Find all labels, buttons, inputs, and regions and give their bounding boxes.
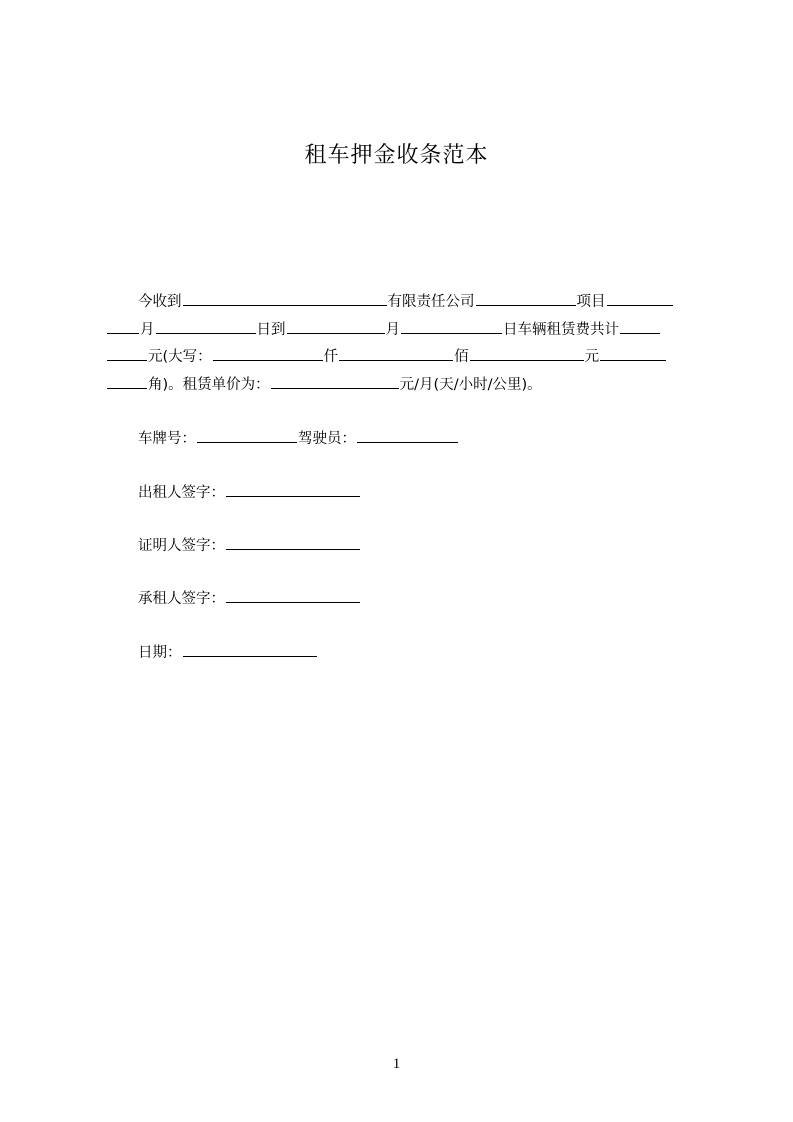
- yuan-capital-label: 元(大写：: [148, 349, 212, 365]
- end-month-label: 月: [385, 322, 400, 338]
- lessee-signature-label: 承租人签字：: [138, 591, 225, 607]
- total-amount-blank[interactable]: [620, 318, 660, 334]
- month-label: 月: [140, 322, 155, 338]
- jiao-unit-price-label: 角)。租赁单价为：: [148, 377, 270, 393]
- document-title: 租车押金收条范本: [304, 143, 489, 168]
- unit-price-suffix-label: 元/月(天/小时/公里)。: [399, 377, 542, 393]
- start-year-blank[interactable]: [607, 290, 673, 306]
- start-month-blank[interactable]: [107, 318, 139, 334]
- date-blank[interactable]: [183, 641, 317, 657]
- lessor-signature-label: 出租人签字：: [138, 485, 225, 501]
- project-label: 项目: [576, 294, 606, 310]
- date-row: [138, 641, 318, 663]
- capital-jiao-continued-blank[interactable]: [107, 373, 147, 389]
- thousand-label: 仟: [323, 349, 339, 365]
- receipt-paragraph-line-3: [106, 345, 702, 367]
- project-name-blank[interactable]: [476, 290, 576, 306]
- rental-fee-total-label: 日车辆租赁费共计: [503, 322, 619, 338]
- capital-jiao-blank[interactable]: [600, 345, 666, 361]
- receipt-paragraph-line-1: [106, 290, 702, 312]
- lessee-signature-blank[interactable]: [226, 587, 360, 603]
- driver-name-blank[interactable]: [357, 427, 458, 443]
- unit-price-blank[interactable]: [271, 373, 399, 389]
- company-suffix-label: 有限责任公司: [387, 294, 475, 310]
- day-to-label: 日到: [256, 322, 286, 338]
- receipt-paragraph-line-4: [106, 373, 702, 395]
- witness-signature-label: 证明人签字：: [138, 538, 225, 554]
- lessor-signature-row: [138, 481, 361, 503]
- plate-number-blank[interactable]: [197, 427, 297, 443]
- end-day-blank[interactable]: [401, 318, 502, 334]
- capital-thousand-blank[interactable]: [213, 345, 323, 361]
- lessor-signature-blank[interactable]: [226, 481, 360, 497]
- capital-yuan-blank[interactable]: [470, 345, 584, 361]
- start-day-blank[interactable]: [156, 318, 256, 334]
- date-label: 日期：: [138, 645, 182, 661]
- receipt-paragraph-line-2: [106, 318, 702, 340]
- received-from-label: 今收到: [138, 294, 182, 310]
- hundred-label: 佰: [454, 349, 469, 365]
- driver-label: 驾驶员：: [298, 431, 356, 447]
- witness-signature-row: [138, 534, 361, 556]
- payer-name-blank[interactable]: [183, 290, 387, 306]
- plate-number-label: 车牌号：: [138, 431, 196, 447]
- capital-hundred-blank[interactable]: [339, 345, 453, 361]
- yuan-label: 元: [584, 349, 600, 365]
- page-number: 1: [392, 1056, 401, 1072]
- end-month-blank[interactable]: [287, 318, 385, 334]
- total-amount-continued-blank[interactable]: [107, 345, 147, 361]
- plate-driver-row: [138, 427, 459, 449]
- witness-signature-blank[interactable]: [226, 534, 360, 550]
- lessee-signature-row: [138, 587, 361, 609]
